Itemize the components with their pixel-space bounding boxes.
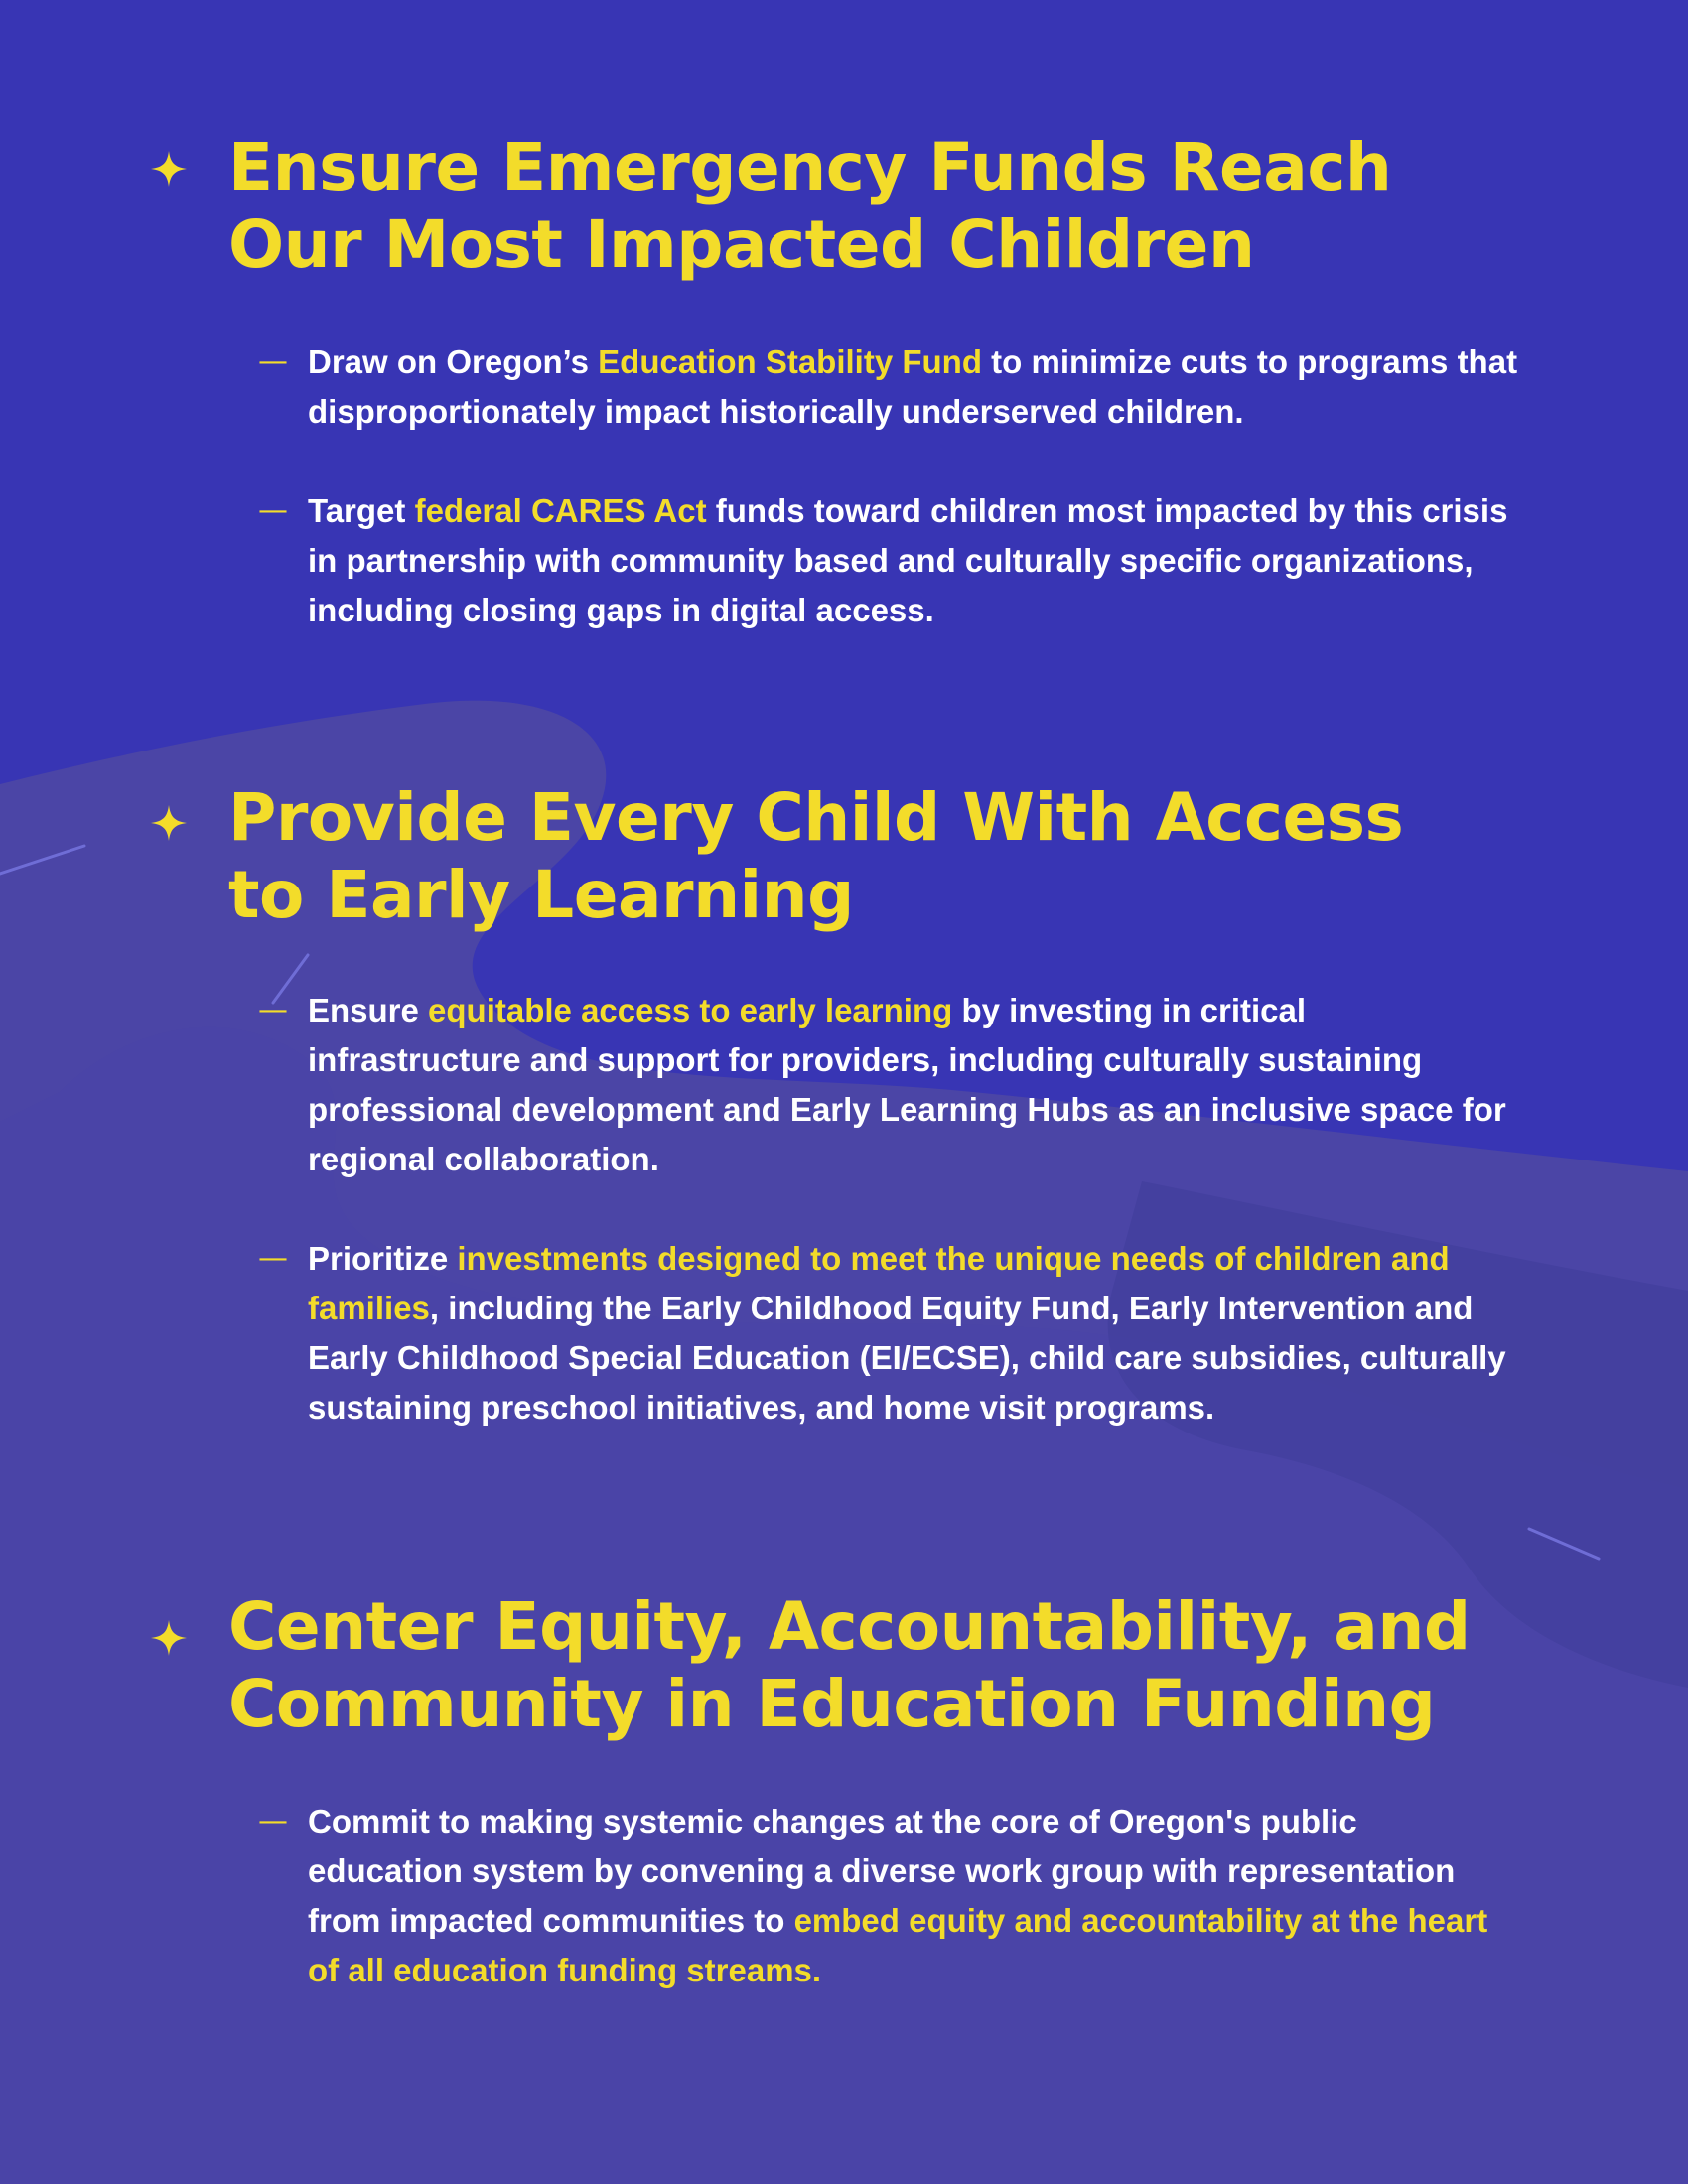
dash-marker: — — [258, 1241, 288, 1276]
bullet-list — [149, 1797, 1589, 1995]
bullet-text-part: Draw on Oregon’s — [308, 343, 599, 380]
heading-line: Ensure Emergency Funds Reach — [228, 129, 1392, 205]
bullet-text-part: to minimize cuts to programs that disproportionately impact historically underserved children. — [308, 343, 1518, 430]
dash-marker: — — [258, 993, 288, 1027]
bullet-text-part: , including the Early Childhood Equity Fund, Early Intervention and Early Childhood Special Education (EI/ECSE), child care subsidies, culturally sustaining preschool initiatives, and home visit programs. — [308, 1290, 1506, 1426]
bullet-item — [258, 486, 1589, 635]
dash-marker: — — [258, 344, 288, 379]
section-heading-row — [149, 779, 1589, 934]
section-emergency-funds — [149, 129, 1589, 685]
bullet-item — [258, 338, 1589, 437]
dash-marker: — — [258, 1804, 288, 1839]
section-heading — [228, 129, 1589, 284]
bullet-text-part: Prioritize — [308, 1240, 458, 1277]
heading-line: Center Equity, Accountability, and — [228, 1588, 1471, 1665]
heading-line: Our Most Impacted Children — [228, 206, 1255, 283]
heading-line: to Early Learning — [228, 857, 854, 933]
bullet-text-part: funds toward children most impacted by this crisis in partnership with community based and culturally specific organizations, including closing gaps in digital access. — [308, 492, 1508, 628]
sparkle-icon — [149, 1618, 189, 1658]
bullet-list — [149, 338, 1589, 635]
heading-line: Provide Every Child With Access — [228, 779, 1404, 856]
bullet-item — [258, 986, 1589, 1184]
section-heading — [228, 779, 1589, 934]
bullet-text-part: Ensure — [308, 992, 429, 1028]
dash-marker: — — [258, 493, 288, 528]
section-early-learning — [149, 779, 1589, 1482]
bullet-item — [258, 1797, 1589, 1995]
sparkle-icon — [149, 803, 189, 843]
bullet-text — [308, 1234, 1519, 1433]
highlight-text: equitable access to early learning — [428, 992, 953, 1028]
bullet-text — [308, 338, 1519, 437]
bullet-text-part: Commit to making systemic changes at the core of Oregon's public education system by convening a diverse work group with representation from impacted communities to — [308, 1803, 1456, 1939]
bullet-text — [308, 486, 1519, 635]
section-heading-row — [149, 1588, 1589, 1743]
highlight-text: investments designed to meet the unique needs of children and families — [308, 1240, 1450, 1326]
sparkle-icon — [149, 149, 189, 189]
bullet-text — [308, 1797, 1519, 1995]
highlight-text: embed equity and accountability at the heart of all education funding streams. — [308, 1902, 1488, 1988]
highlight-text: federal CARES Act — [414, 492, 707, 529]
bullet-text-part: Target — [308, 492, 415, 529]
section-heading — [228, 1588, 1589, 1743]
bullet-text-part: by investing in critical infrastructure and support for providers, including culturally sustaining professional development and Early Learning Hubs as an inclusive space for regional collaboration. — [308, 992, 1506, 1177]
section-equity-funding — [149, 1588, 1589, 2045]
bullet-list — [149, 986, 1589, 1433]
bullet-text — [308, 986, 1519, 1184]
section-heading-row — [149, 129, 1589, 284]
heading-line: Community in Education Funding — [228, 1666, 1436, 1742]
highlight-text: Education Stability Fund — [598, 343, 982, 380]
bullet-item — [258, 1234, 1589, 1433]
